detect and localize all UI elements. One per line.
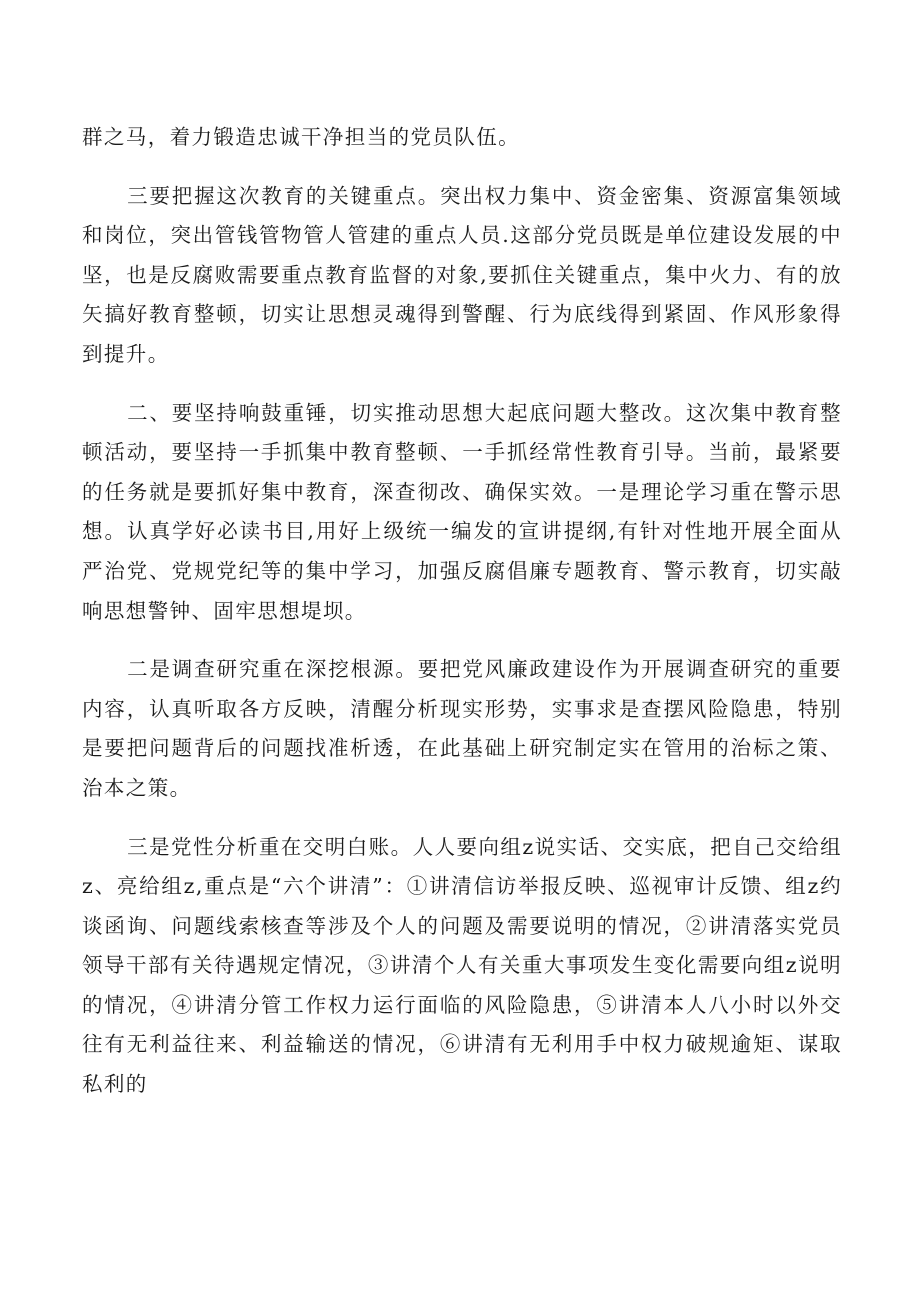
document-body	[82, 118, 842, 1124]
paragraph: 二、要坚持响鼓重锤，切实推动思想大起底问题大整改。这次集中教育整顿活动，要坚持一手抓集中教育整顿、一手抓经常性教育引导。当前，最紧要的任务就是要抓好集中教育，深查彻改、确保实效。一是理论学习重在警示思想。认真学好必读书目,用好上级统一编发的宣讲提纲,有针对性地开展全面从严治党、党规党纪等的集中学习，加强反腐倡廉专题教育、警示教育，切实敲响思想警钟、固牢思想堤坝。	[82, 400, 842, 623]
paragraph: 二是调查研究重在深挖根源。要把党风廉政建设作为开展调查研究的重要内容，认真听取各方反映，清醒分析现实形势，实事求是查摆风险隐患，特别是要把问题背后的问题找准析透，在此基础上研究制定实在管用的治标之策、治本之策。	[82, 657, 842, 800]
paragraph: 群之马，着力锻造忠诚干净担当的党员队伍。	[82, 125, 520, 149]
paragraph: 三要把握这次教育的关键重点。突出权力集中、资金密集、资源富集领域和岗位，突出管钱管物管人管建的重点人员.这部分党员既是单位建设发展的中坚，也是反腐败需要重点教育监督的对象,要抓住关键重点，集中火力、有的放矢搞好教育整顿，切实让思想灵魂得到警醒、行为底线得到紧固、作风形象得到提升。	[82, 183, 842, 366]
paragraph: 三是党性分析重在交明白账。人人要向组z说实话、交实底，把自己交给组z、亮给组z,重点是“六个讲清”：①讲清信访举报反映、巡视审计反馈、组z约谈函询、问题线索核查等涉及个人的问题及需要说明的情况，②讲清落实党员领导干部有关待遇规定情况，③讲清个人有关重大事项发生变化需要向组z说明的情况，④讲清分管工作权力运行面临的风险隐患，⑤讲清本人八小时以外交往有无利益往来、利益输送的情况，⑥讲清有无利用手中权力破规逾矩、谋取私利的	[82, 834, 842, 1097]
